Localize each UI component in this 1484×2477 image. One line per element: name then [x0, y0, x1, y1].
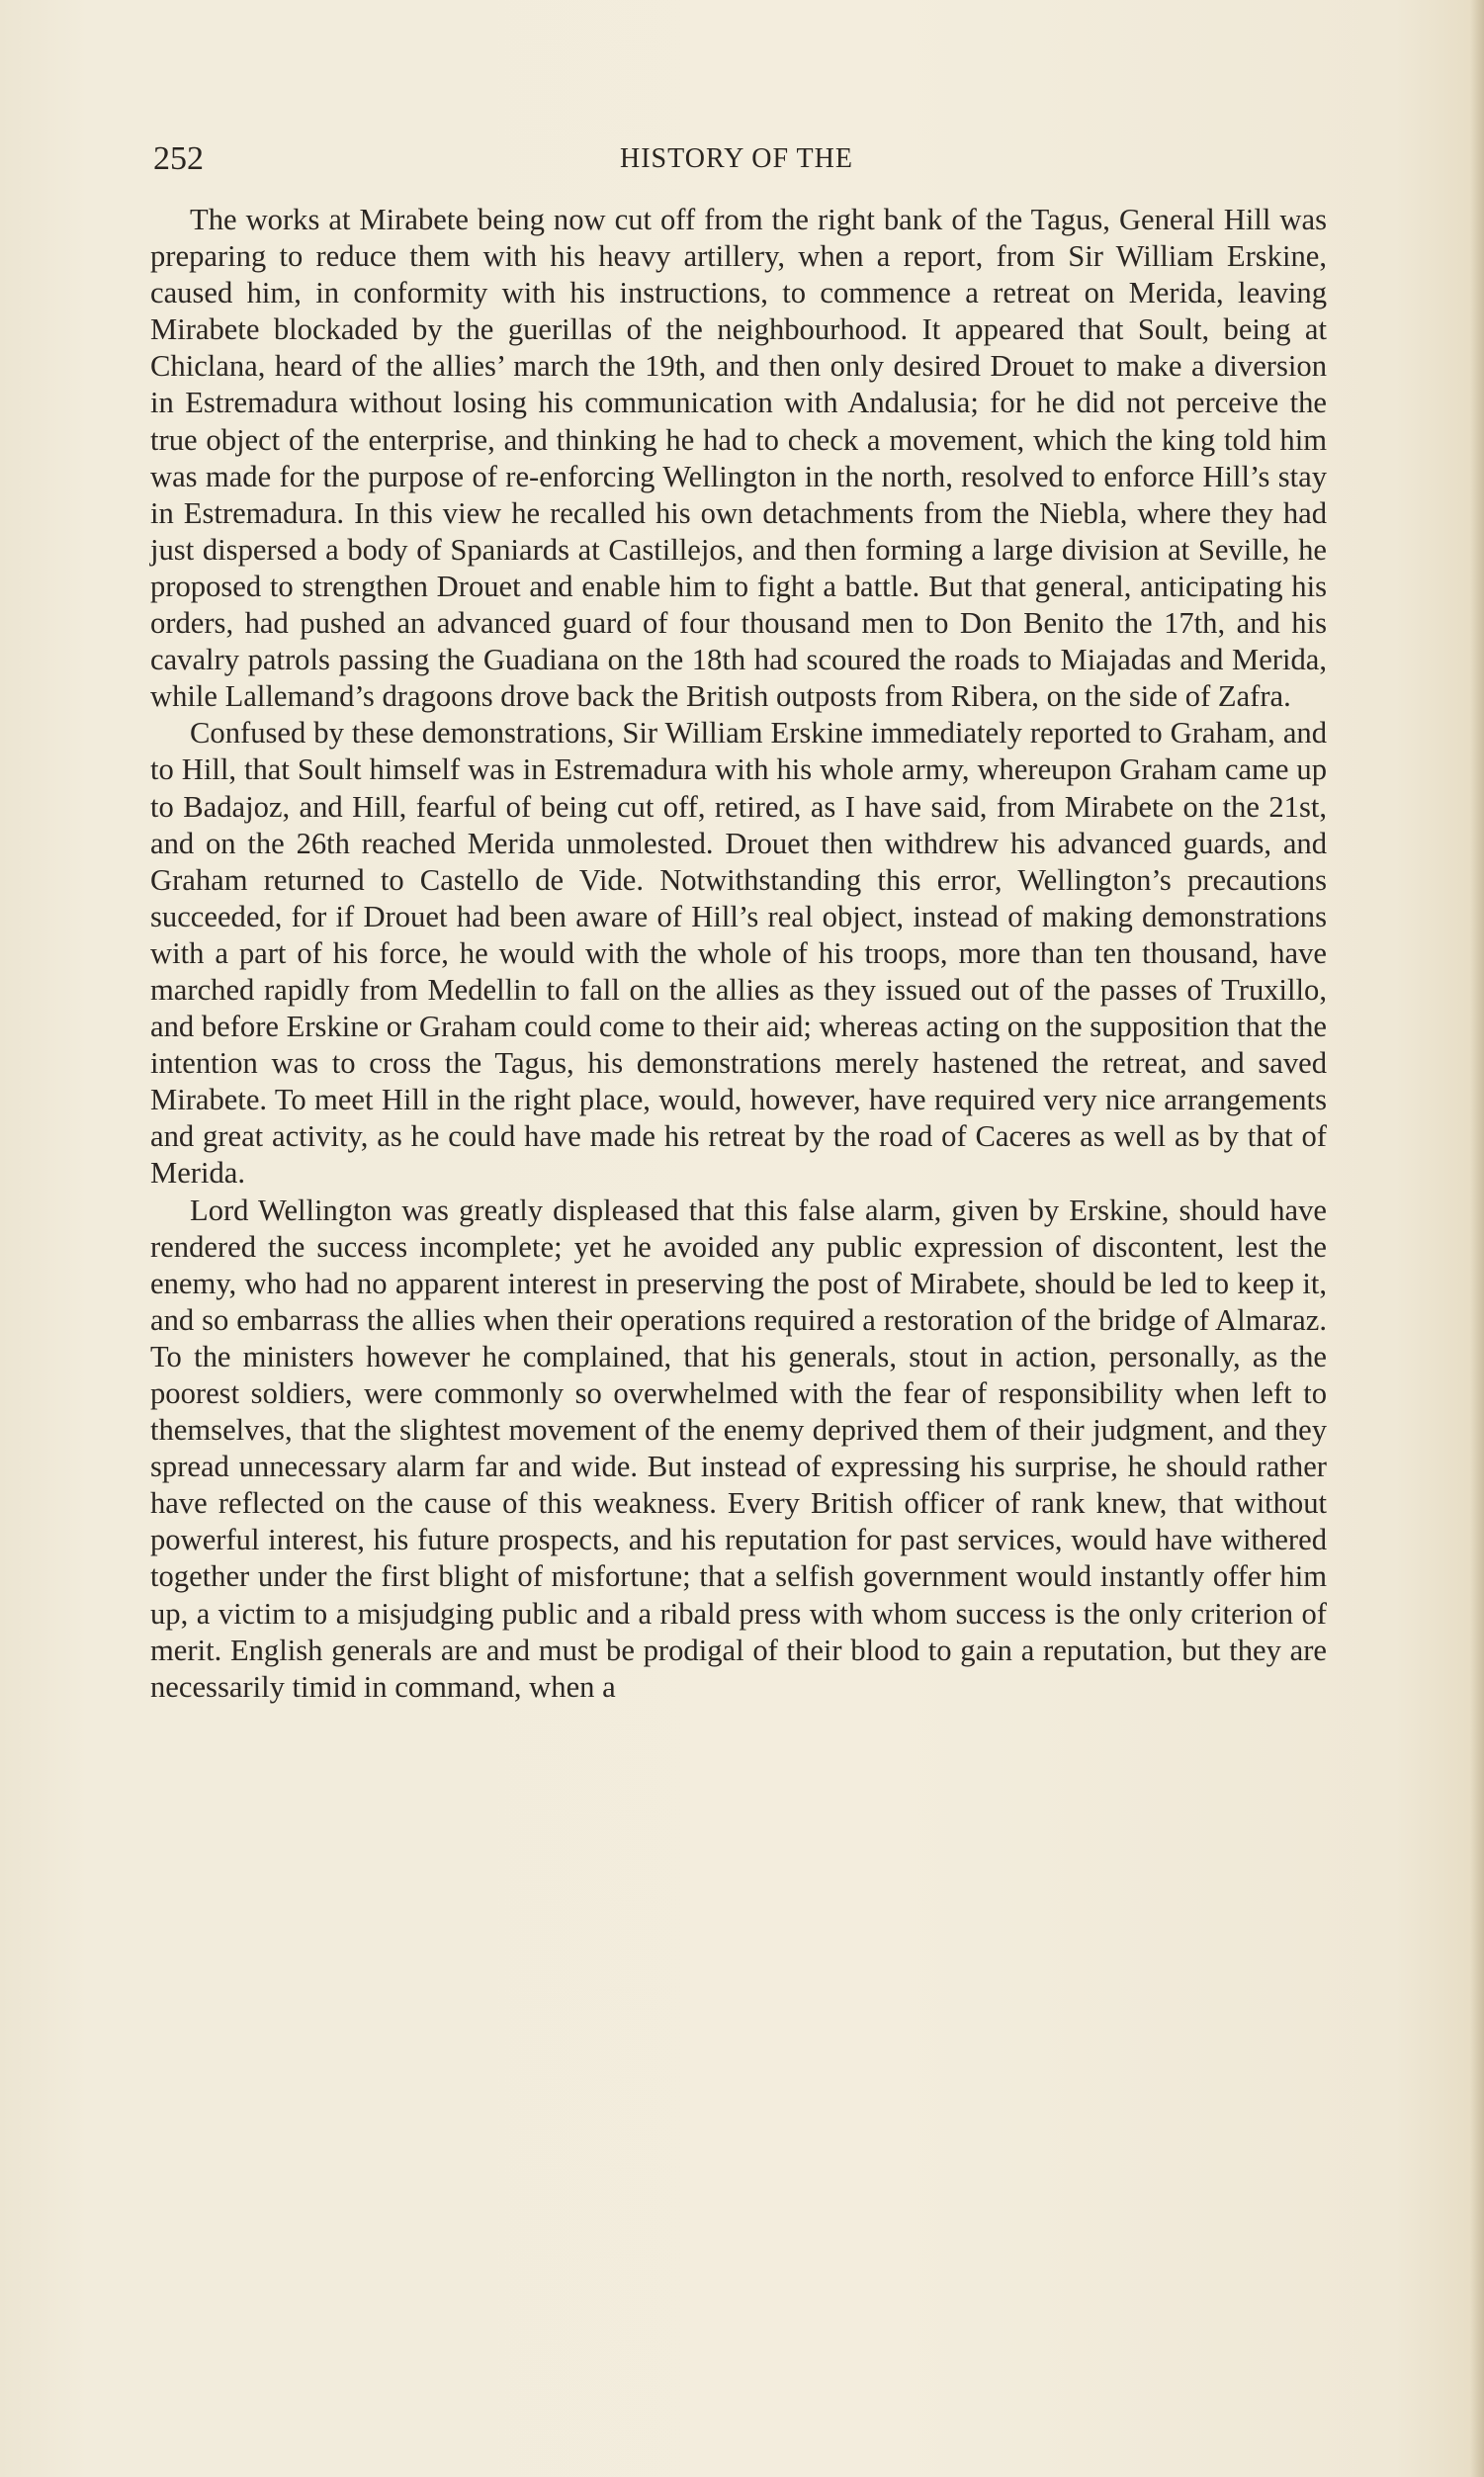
page-edge-shadow [1470, 0, 1484, 2477]
body-text [150, 202, 1327, 1706]
page-header [153, 136, 1320, 182]
paragraph: Lord Wellington was greatly displeased that this false alarm, given by Erskine, should have rendered the success incomplete; yet he avoided any public expression of discontent, lest the enemy, who had no apparent interest in preserving the post of Mirabete, should be led to keep it, and so embarrass the allies when their operations required a restoration of the bridge of Almaraz. To the ministers however he complained, that his generals, stout in action, personally, as the poorest soldiers, were commonly so overwhelmed with the fear of responsibility when left to themselves, that the slightest movement of the enemy deprived them of their judgment, and they spread unnecessary alarm far and wide. But instead of expressing his surprise, he should rather have reflected on the cause of this weakness. Every British officer of rank knew, that without powerful interest, his future prospects, and his reputation for past services, would have withered together under the first blight of misfortune; that a selfish government would instantly offer him up, a victim to a misjudging public and a ribald press with whom success is the only criterion of merit. English generals are and must be prodigal of their blood to gain a reputation, but they are necessarily timid in command, when a [150, 1193, 1327, 1704]
running-head: HISTORY OF THE [620, 143, 853, 174]
page-number: 252 [153, 140, 204, 177]
paragraph: Confused by these demonstrations, Sir William Erskine immediately reported to Graham, and to Hill, that Soult himself was in Estremadura with his whole army, whereupon Graham came up to Badajoz, and Hill, fearful of being cut off, retired, as I have said, from Mirabete on the 21st, and on the 26th reached Merida unmolested. Drouet then withdrew his advanced guards, and Graham returned to Castello de Vide. Notwithstanding this error, Wellington’s precautions succeeded, for if Drouet had been aware of Hill’s real object, instead of making demonstrations with a part of his force, he would with the whole of his troops, more than ten thousand, have marched rapidly from Medellin to fall on the allies as they issued out of the passes of Truxillo, and before Erskine or Graham could come to their aid; whereas acting on the supposition that the intention was to cross the Tagus, his demonstrations merely hastened the retreat, and saved Mirabete. To meet Hill in the right place, would, however, have required very nice arrangements and great activity, as he could have made his retreat by the road of Caceres as well as by that of Merida. [150, 716, 1327, 1191]
paragraph: The works at Mirabete being now cut off from the right bank of the Tagus, General Hill was preparing to reduce them with his heavy artillery, when a report, from Sir William Erskine, caused him, in conformity with his instructions, to commence a retreat on Merida, leaving Mirabete blockaded by the guerillas of the neighbourhood. It appeared that Soult, being at Chiclana, heard of the allies’ march the 19th, and then only desired Drouet to make a diversion in Estremadura without losing his communication with Andalusia; for he did not perceive the true object of the enterprise, and thinking he had to check a movement, which the king told him was made for the purpose of re-enforcing Wellington in the north, resolved to enforce Hill’s stay in Estremadura. In this view he recalled his own detachments from the Niebla, where they had just dispersed a body of Spaniards at Castillejos, and then forming a large division at Seville, he proposed to strengthen Drouet and enable him to fight a battle. But that general, anticipating his orders, had pushed an advanced guard of four thousand men to Don Benito the 17th, and his cavalry patrols passing the Guadiana on the 18th had scoured the roads to Miajadas and Merida, while Lallemand’s dragoons drove back the British outposts from Ribera, on the side of Zafra. [150, 203, 1327, 714]
